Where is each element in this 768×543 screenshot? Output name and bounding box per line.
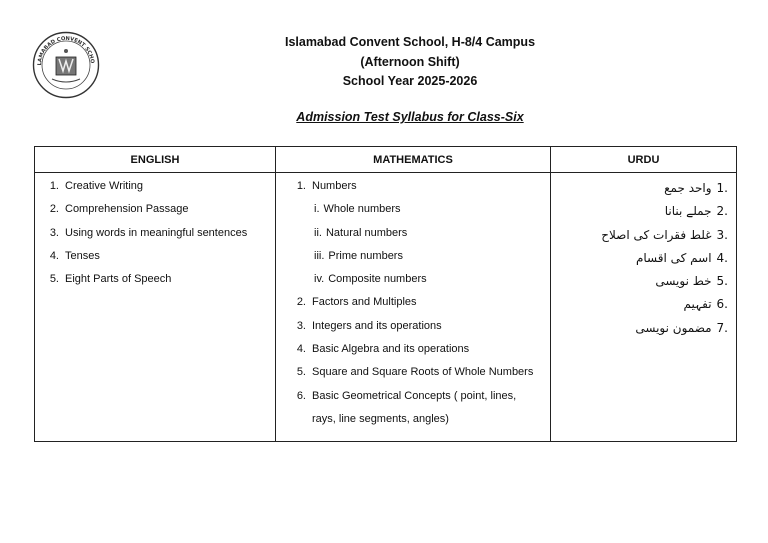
item-number: 2. — [716, 204, 728, 219]
item-text: جملے بنانا — [664, 204, 712, 219]
item-text: rays, line segments, angles) — [312, 412, 449, 425]
item-number: iii. — [314, 249, 325, 262]
item-number: 6. — [296, 389, 306, 402]
english-list — [35, 173, 275, 291]
list-item — [290, 338, 550, 361]
item-number: 6. — [716, 297, 728, 312]
item-number: 2. — [49, 203, 59, 216]
item-text: مضمون نویسی — [635, 320, 712, 335]
item-number: i. — [314, 203, 320, 216]
urdu-cell — [551, 173, 737, 442]
item-text: Whole numbers — [323, 203, 401, 216]
list-item — [551, 317, 728, 340]
item-text: غلط فقرات کی اصلاح — [601, 227, 712, 242]
list-item — [290, 291, 550, 314]
item-number: 3. — [49, 226, 59, 239]
column-header-urdu: URDU — [551, 147, 737, 173]
item-text: Composite numbers — [328, 273, 427, 286]
list-item — [551, 224, 728, 247]
item-text: Creative Writing — [65, 180, 144, 192]
item-number: 1. — [49, 180, 59, 192]
english-cell — [35, 173, 276, 442]
list-item — [551, 247, 728, 270]
item-number: 4. — [716, 250, 728, 265]
list-item — [43, 222, 275, 245]
list-item — [43, 268, 275, 291]
item-number: 1. — [296, 180, 306, 192]
item-number — [290, 408, 306, 431]
item-number: ii. — [314, 226, 322, 239]
urdu-list — [551, 173, 736, 340]
list-item — [43, 198, 275, 221]
list-item — [290, 175, 550, 198]
school-name: Islamabad Convent School, H-8/4 Campus — [284, 35, 536, 49]
item-text: Eight Parts of Speech — [65, 273, 172, 286]
list-item — [290, 268, 550, 291]
item-text: Using words in meaningful sentences — [65, 226, 248, 239]
item-text: Tenses — [65, 249, 100, 262]
item-text: Prime numbers — [328, 249, 403, 262]
item-number: 3. — [296, 319, 306, 332]
school-shift: (Afternoon Shift) — [360, 54, 460, 69]
item-number: 1. — [716, 181, 728, 195]
mathematics-list — [276, 173, 550, 431]
logo-text: LAMABAD CONVENT SCHO — [36, 35, 96, 66]
item-number: 4. — [49, 249, 59, 262]
item-text: Integers and its operations — [312, 319, 442, 332]
item-number: 5. — [716, 274, 728, 289]
list-item — [290, 222, 550, 245]
item-number: 2. — [296, 296, 306, 309]
column-header-mathematics: MATHEMATICS — [276, 147, 551, 173]
list-item — [290, 408, 550, 431]
item-text: اسم کی اقسام — [635, 250, 712, 265]
list-item — [551, 293, 728, 316]
document-title: Admission Test Syllabus for Class-Six — [296, 110, 524, 124]
item-text: تفہیم — [683, 297, 712, 312]
item-text: واحد جمع — [664, 181, 712, 195]
list-item — [290, 385, 550, 408]
item-text: Factors and Multiples — [312, 296, 417, 309]
item-number: 4. — [296, 343, 306, 356]
list-item — [43, 245, 275, 268]
item-text: خط نویسی — [655, 274, 712, 289]
list-item — [290, 198, 550, 221]
item-number: iv. — [314, 273, 325, 286]
school-year: School Year 2025-2026 — [342, 74, 478, 88]
list-item — [551, 270, 728, 293]
item-text: Numbers — [312, 180, 357, 192]
item-text: Comprehension Passage — [65, 203, 189, 216]
item-number: 5. — [296, 366, 306, 379]
item-number: 5. — [49, 273, 59, 286]
item-number: 7. — [716, 320, 728, 335]
mathematics-cell — [276, 173, 551, 442]
syllabus-table — [34, 146, 737, 442]
item-text: Basic Algebra and its operations — [312, 343, 470, 356]
item-text: Square and Square Roots of Whole Numbers — [312, 366, 534, 379]
item-number: 3. — [716, 227, 728, 242]
list-item — [290, 245, 550, 268]
list-item — [551, 200, 728, 223]
list-item — [290, 361, 550, 384]
item-text: Basic Geometrical Concepts ( point, lines, — [312, 389, 517, 402]
school-logo — [32, 31, 100, 99]
column-header-english: ENGLISH — [35, 147, 276, 173]
list-item — [290, 315, 550, 338]
item-text: Natural numbers — [325, 226, 408, 239]
school-header — [150, 33, 670, 92]
list-item — [551, 177, 728, 200]
list-item — [43, 175, 275, 198]
